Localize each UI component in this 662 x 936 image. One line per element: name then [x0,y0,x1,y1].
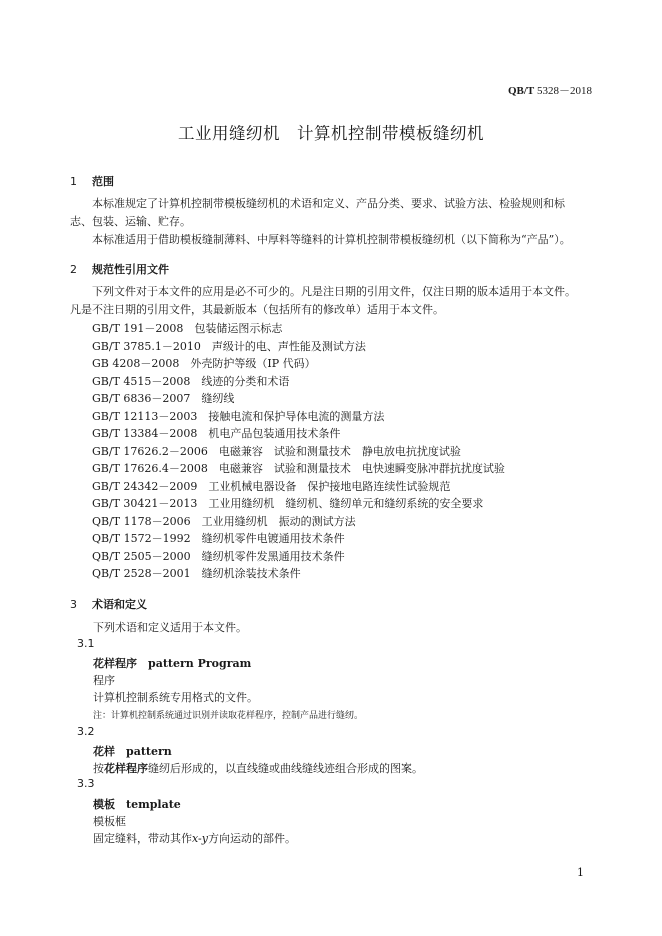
section-title: 术语和定义 [92,598,147,611]
references-intro-line-1: 下列文件对于本文件的应用是必不可少的。凡是注日期的引用文件，仅注日期的版本适用于本文件。 [92,285,576,298]
section-1-heading [70,173,114,189]
standard-number [508,82,592,98]
reference-item: GB/T 4515－2008 线迹的分类和术语 [92,374,290,388]
term-3-3-heading: 模板 template [93,798,181,811]
page-number: 1 [577,866,584,879]
reference-item: GB/T 17626.2－2006 电磁兼容 试验和测量技术 静电放电抗扰度试验 [92,444,461,458]
term-3-1-alternate: 程序 [93,674,115,687]
term-3-1-definition: 计算机控制系统专用格式的文件。 [93,691,258,704]
term-3-1-note: 注：计算机控制系统通过识别并读取花样程序，控制产品进行缝纫。 [93,711,364,721]
document-title: 工业用缝纫机 计算机控制带模板缝纫机 [178,124,484,143]
section-2-heading [70,261,169,277]
section-title: 规范性引用文件 [92,263,169,276]
scope-paragraph-line-1: 本标准规定了计算机控制带模板缝纫机的术语和定义、产品分类、要求、试验方法、检验规则和标 [92,197,565,210]
standard-year: 5328－2018 [534,85,592,97]
reference-item: GB/T 13384－2008 机电产品包装通用技术条件 [92,427,341,440]
reference-item: GB/T 3785.1－2010 声级计的电、声性能及测试方法 [92,339,366,353]
scope-paragraph-line-2: 志、包装、运输、贮存。 [70,215,191,228]
definition-suffix: 缝纫后形成的，以直线缝或曲线缝线迹组合形成的图案。 [148,762,423,775]
reference-item: QB/T 1572－1992 缝纫机零件电镀通用技术条件 [92,532,345,545]
definition-axis-symbol: x-y [192,832,208,845]
reference-item: QB/T 1178－2006 工业用缝纫机 振动的测试方法 [92,514,356,528]
scope-paragraph-2: 本标准适用于借助模板缝制薄料、中厚料等缝料的计算机控制带模板缝纫机（以下简称为“产品”）。 [92,233,571,246]
definition-prefix: 固定缝料，带动其作 [93,832,192,845]
term-3-2-definition [93,760,423,776]
section-number: 2 [70,263,77,276]
standard-code: QB/T [507,85,535,97]
reference-item: GB/T 24342－2009 工业机械电器设备 保护接地电路连续性试验规范 [92,479,451,493]
section-title: 范围 [92,175,114,188]
reference-item: GB/T 12113－2003 接触电流和保护导体电流的测量方法 [92,409,385,423]
definition-suffix: 方向运动的部件。 [207,832,296,845]
reference-item: GB/T 30421－2013 工业用缝纫机 缝纫机、缝纫单元和缝纫系统的安全要求 [92,497,484,510]
term-3-1-heading: 花样程序 pattern Program [93,657,252,670]
reference-item: GB 4208－2008 外壳防护等级（IP 代码） [92,357,316,370]
references-intro-line-2: 凡是不注日期的引用文件，其最新版本（包括所有的修改单）适用于本文件。 [70,303,444,316]
section-number: 3 [70,598,77,611]
reference-item: GB/T 17626.4－2008 电磁兼容 试验和测量技术 电快速瞬变脉冲群抗扰度试验 [92,462,505,475]
term-3-2-number: 3.2 [77,725,95,738]
reference-item: GB/T 191－2008 包装储运图示标志 [92,322,283,335]
term-3-2-heading: 花样 pattern [93,745,172,758]
definition-term-reference: 花样程序 [104,762,148,775]
reference-item: QB/T 2505－2000 缝纫机零件发黑通用技术条件 [92,549,345,563]
term-3-3-definition [93,830,296,846]
term-3-3-alternate: 模板框 [93,815,126,828]
section-number: 1 [70,175,77,188]
reference-item: GB/T 6836－2007 缝纫线 [92,392,235,405]
definition-prefix: 按 [93,762,104,775]
reference-item: QB/T 2528－2001 缝纫机涂装技术条件 [92,567,301,580]
section-3-heading [70,596,147,612]
term-3-1-number: 3.1 [77,637,95,650]
terms-intro: 下列术语和定义适用于本文件。 [93,621,247,634]
term-3-3-number: 3.3 [77,777,95,790]
